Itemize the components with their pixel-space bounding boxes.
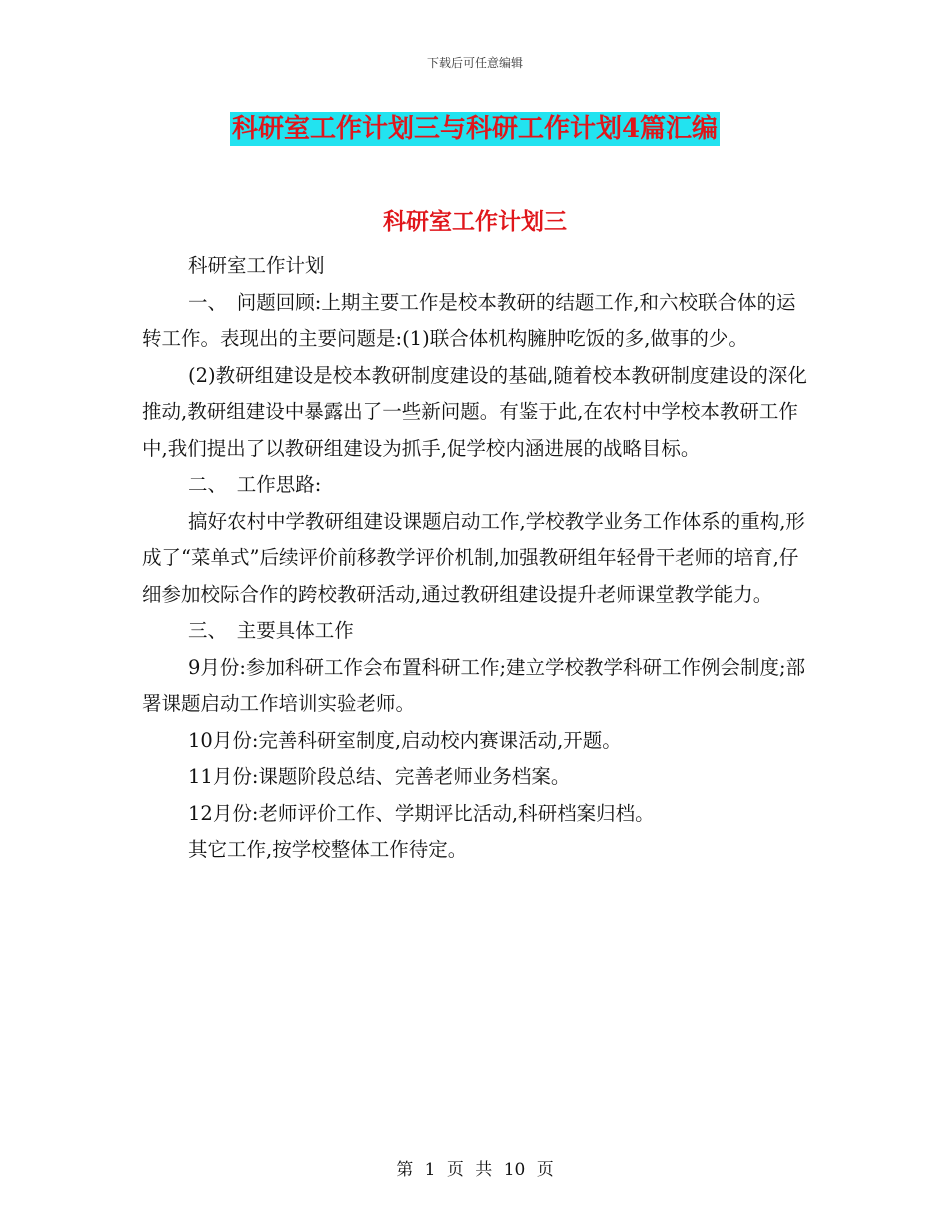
document-body (142, 248, 810, 869)
paragraph-teaching-group: (2)教研组建设是校本教研制度建设的基础,随着校本教研制度建设的深化推动,教研组建设中暴露出了一些新问题。有鉴于此,在农村中学校本教研工作中,我们提出了以教研组建设为抓手,促学校内涵进展的战略目标。 (142, 363, 807, 460)
paragraph-tasks-heading: 三、 主要具体工作 (188, 619, 354, 642)
paragraph-approach-heading: 二、 工作思路: (188, 473, 322, 496)
paragraph-review: 一、 问题回顾:上期主要工作是校本教研的结题工作,和六校联合体的运转工作。表现出的主要问题是:(1)联合体机构臃肿吃饭的多,做事的少。 (142, 290, 796, 350)
paragraph-plan-label: 科研室工作计划 (188, 254, 325, 277)
page-indicator: 第 1 页 共 10 页 (396, 1160, 554, 1180)
paragraph-november: 11月份:课题阶段总结、完善老师业务档案。 (188, 765, 571, 788)
paragraph-december: 12月份:老师评价工作、学期评比活动,科研档案归档。 (188, 801, 655, 825)
paragraph-september: 9月份:参加科研工作会布置科研工作;建立学校教学科研工作例会制度;部署课题启动工作培训实验老师。 (142, 655, 806, 715)
header-note: 下载后可任意编辑 (426, 56, 523, 70)
paragraph-approach: 搞好农村中学教研组建设课题启动工作,学校教学业务工作体系的重构,形成了“菜单式”后续评价前移教学评价机制,加强教研组年轻骨干老师的培育,仔细参加校际合作的跨校教研活动,通过教研组建设提升老师课堂教学能力。 (142, 509, 805, 606)
section-title: 科研室工作计划三 (383, 208, 567, 235)
document-title-container (0, 112, 950, 146)
document-title: 科研室工作计划三与科研工作计划4篇汇编 (231, 114, 719, 144)
paragraph-october: 10月份:完善科研室制度,启动校内赛课活动,开题。 (188, 728, 622, 752)
paragraph-other: 其它工作,按学校整体工作待定。 (188, 838, 468, 861)
